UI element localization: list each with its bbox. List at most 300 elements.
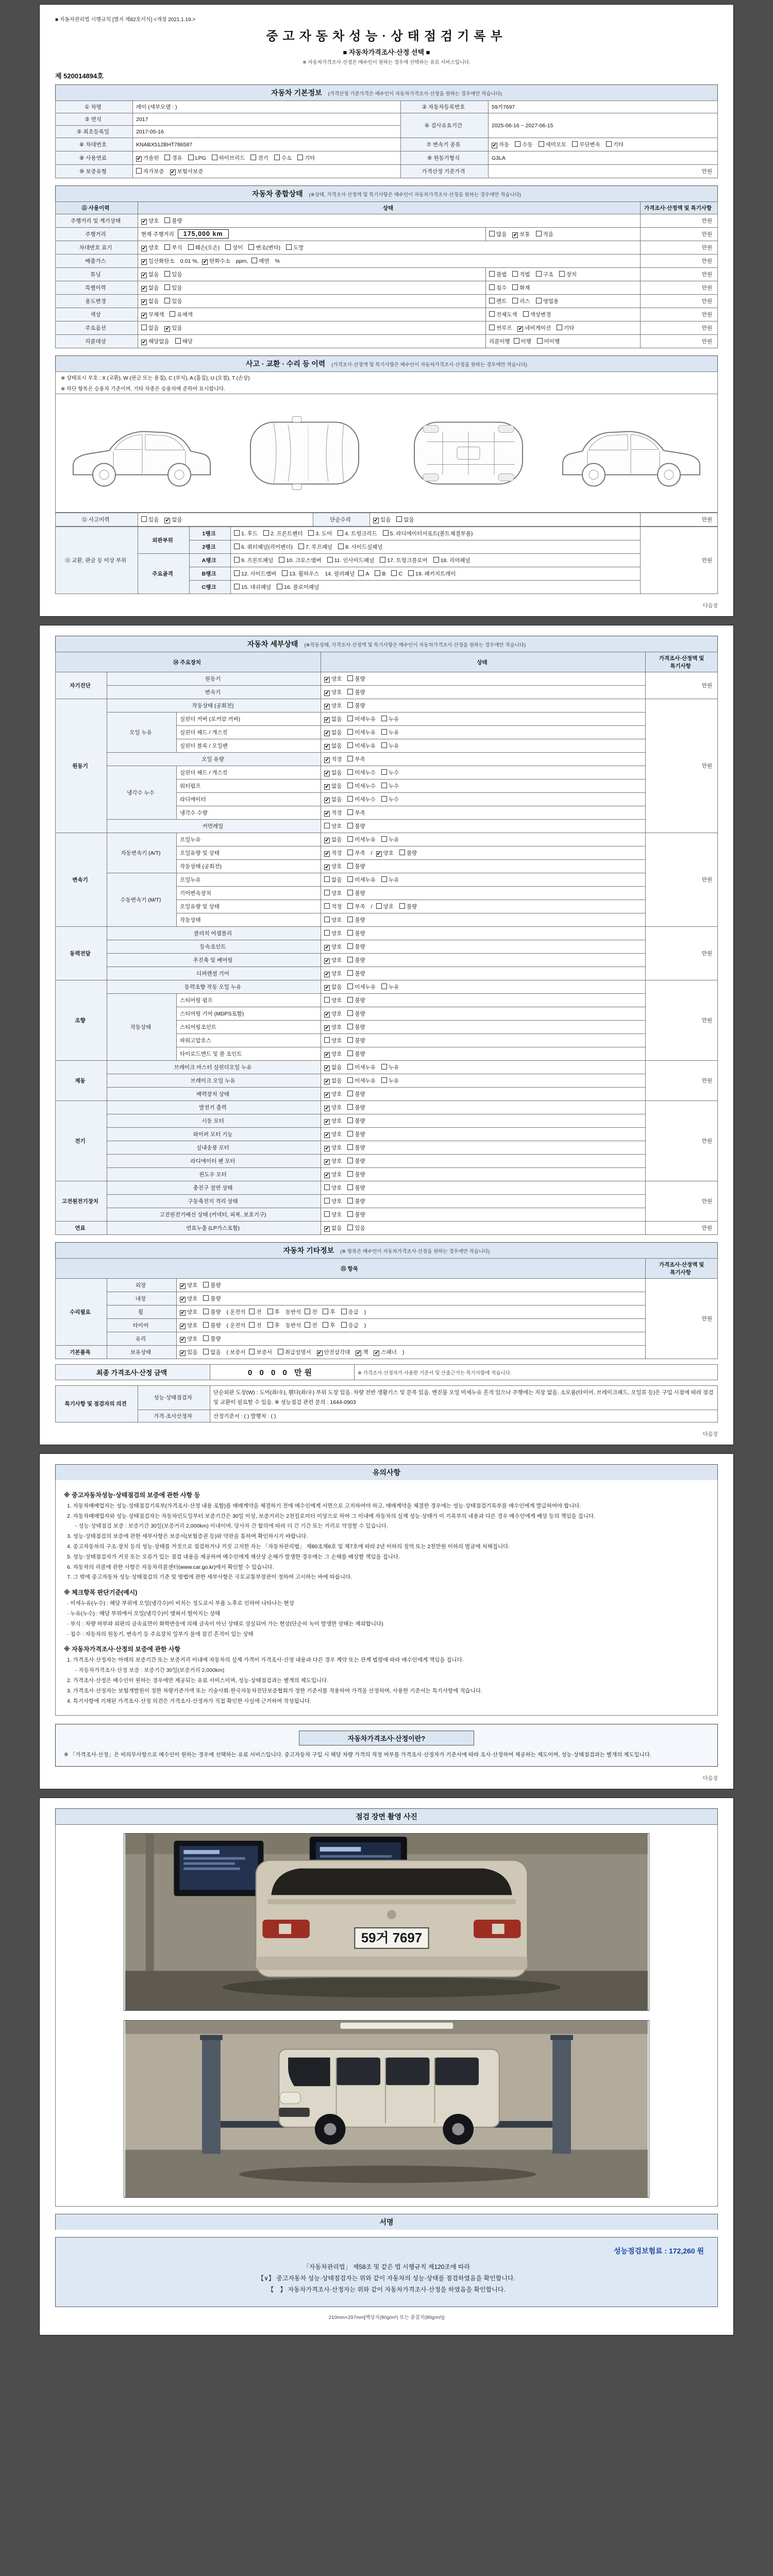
cell-text: KNABX512BHT786587	[136, 141, 193, 148]
checkbox-icon[interactable]	[381, 984, 387, 989]
option-label: ( 보증서	[226, 1349, 246, 1355]
checkbox-icon[interactable]	[347, 863, 353, 869]
table-row	[56, 686, 718, 699]
checkbox-icon[interactable]	[323, 1322, 328, 1328]
checkbox-checked-icon[interactable]: ✔	[142, 286, 146, 292]
cell-text: 용도변경	[85, 298, 106, 304]
checkbox-icon[interactable]	[536, 298, 542, 303]
check-option	[536, 270, 553, 278]
checkbox-icon[interactable]	[203, 1322, 209, 1328]
checkbox-icon[interactable]	[347, 1158, 353, 1163]
checkbox-icon[interactable]	[381, 742, 387, 748]
checkbox-icon[interactable]	[539, 141, 544, 147]
accident-title: 사고 · 교환 · 수리 등 이력	[245, 360, 326, 368]
checkbox-icon[interactable]	[537, 338, 543, 344]
option-label: 양호	[331, 703, 342, 709]
checkbox-icon[interactable]	[523, 311, 529, 317]
checkbox-icon[interactable]	[308, 530, 314, 536]
checkbox-icon[interactable]	[489, 298, 495, 303]
check-option	[267, 1308, 280, 1316]
checkbox-checked-icon[interactable]: ✔	[492, 143, 497, 148]
checkbox-icon[interactable]	[347, 1211, 353, 1217]
checkbox-checked-icon[interactable]: ✔	[142, 299, 146, 305]
checkbox-icon[interactable]	[347, 1171, 353, 1177]
checkbox-icon[interactable]	[282, 570, 288, 576]
checkbox-icon[interactable]	[489, 231, 495, 236]
checkbox-checked-icon[interactable]: ✔	[325, 677, 329, 683]
table-row	[56, 1332, 718, 1346]
checkbox-icon[interactable]	[338, 530, 343, 536]
column-header	[56, 652, 321, 672]
checkbox-icon[interactable]	[324, 917, 330, 922]
table-row	[56, 1222, 718, 1235]
checkbox-checked-icon[interactable]: ✔	[325, 744, 329, 750]
checkbox-checked-icon[interactable]: ✔	[325, 985, 329, 991]
checkbox-icon[interactable]	[338, 544, 344, 549]
option-label: 있음	[148, 517, 159, 523]
check-option	[324, 769, 342, 776]
option-label: 하이브리드	[219, 155, 245, 161]
option-label: 전체도색	[496, 312, 517, 318]
checkbox-checked-icon[interactable]: ✔	[325, 717, 329, 723]
table-cell	[107, 766, 177, 820]
checkbox-icon[interactable]	[396, 516, 402, 522]
checkbox-icon[interactable]	[249, 1309, 255, 1314]
text-segment	[178, 230, 229, 238]
check-option	[141, 257, 175, 265]
checkbox-checked-icon[interactable]: ✔	[165, 326, 170, 332]
checkbox-icon[interactable]	[347, 742, 353, 748]
checkbox-checked-icon[interactable]: ✔	[325, 704, 329, 709]
option-label: 부족	[355, 904, 365, 910]
checkbox-icon[interactable]	[347, 756, 353, 761]
checkbox-icon[interactable]	[559, 271, 565, 277]
check-option	[381, 836, 399, 843]
checkbox-icon[interactable]	[341, 1309, 347, 1314]
checkbox-icon[interactable]	[188, 244, 194, 250]
checkbox-icon[interactable]	[489, 271, 495, 277]
table-cell	[56, 980, 107, 1061]
checkbox-icon[interactable]	[347, 984, 353, 989]
cell-text: 실린더 블록 / 오일팬	[180, 743, 228, 749]
checkbox-icon[interactable]	[347, 769, 353, 775]
checkbox-icon[interactable]	[347, 809, 353, 815]
checkbox-checked-icon[interactable]: ✔	[325, 1132, 329, 1138]
checkbox-icon[interactable]	[515, 141, 520, 147]
checkbox-checked-icon[interactable]: ✔	[513, 232, 517, 238]
table-row	[56, 980, 718, 994]
text-segment	[285, 1308, 301, 1316]
checkbox-icon[interactable]	[347, 930, 353, 936]
option-label: 불량	[355, 1024, 365, 1030]
table-cell	[321, 967, 646, 980]
checkbox-checked-icon[interactable]: ✔	[325, 1119, 329, 1125]
checkbox-icon[interactable]	[408, 570, 414, 576]
basic-info-title-bar	[55, 84, 718, 100]
checkbox-icon[interactable]	[381, 876, 387, 882]
checkbox-icon[interactable]	[324, 1211, 330, 1217]
checkbox-icon[interactable]	[536, 231, 542, 236]
checkbox-icon[interactable]	[514, 338, 519, 344]
checkbox-icon[interactable]	[347, 1184, 353, 1190]
cell-text: 만원	[701, 258, 712, 264]
text-segment	[275, 258, 280, 264]
cell-text: 만원	[701, 1078, 712, 1084]
table-row	[56, 713, 718, 726]
checkbox-icon[interactable]	[572, 141, 578, 147]
option-label: 무단변속	[579, 142, 600, 148]
check-option	[559, 270, 577, 278]
checkbox-icon[interactable]	[347, 1225, 353, 1230]
checkbox-icon[interactable]	[347, 796, 353, 802]
checkbox-checked-icon[interactable]: ✔	[203, 259, 208, 265]
checkbox-icon[interactable]	[381, 783, 387, 788]
checkbox-icon[interactable]	[512, 298, 518, 303]
checkbox-icon[interactable]	[347, 1010, 353, 1016]
checkbox-icon[interactable]	[249, 1349, 255, 1354]
checkbox-icon[interactable]	[234, 570, 240, 576]
checkbox-icon[interactable]	[323, 1309, 328, 1314]
checkbox-icon[interactable]	[381, 1064, 387, 1070]
check-option	[323, 1321, 335, 1329]
checkbox-icon[interactable]	[324, 876, 330, 882]
checkbox-icon[interactable]	[212, 155, 217, 160]
checkbox-icon[interactable]	[250, 155, 256, 160]
checkbox-icon[interactable]	[305, 1309, 310, 1314]
checkbox-icon[interactable]	[381, 796, 387, 802]
checkbox-icon[interactable]	[380, 557, 385, 563]
cell-text: 보유상태	[130, 1349, 152, 1355]
checkbox-icon[interactable]	[383, 530, 389, 536]
checkbox-icon[interactable]	[234, 530, 240, 536]
checkbox-icon[interactable]	[324, 997, 330, 1003]
checkbox-icon[interactable]	[347, 1037, 353, 1043]
cell-text: 클러치 어셈블리	[194, 930, 232, 937]
check-option	[489, 270, 507, 278]
checkbox-icon[interactable]	[324, 930, 330, 936]
checkbox-icon[interactable]	[203, 1349, 209, 1354]
checkbox-checked-icon[interactable]: ✔	[180, 1337, 185, 1343]
checkbox-icon[interactable]	[347, 876, 353, 882]
checkbox-checked-icon[interactable]: ✔	[325, 972, 329, 977]
option-label: 없음	[148, 272, 159, 278]
check-option	[489, 284, 507, 292]
checkbox-checked-icon[interactable]: ✔	[180, 1297, 185, 1302]
checkbox-checked-icon[interactable]: ✔	[170, 170, 175, 175]
checkbox-icon[interactable]	[234, 544, 240, 549]
table-cell	[321, 900, 646, 913]
checkbox-icon[interactable]	[203, 1335, 209, 1341]
checkbox-icon[interactable]	[347, 917, 353, 922]
checkbox-checked-icon[interactable]: ✔	[180, 1324, 185, 1329]
checkbox-icon[interactable]	[164, 155, 170, 160]
table-cell	[177, 739, 321, 753]
table-row	[56, 151, 718, 165]
option-label: 상이	[232, 245, 243, 251]
checkbox-icon[interactable]	[164, 284, 170, 290]
checkbox-checked-icon[interactable]: ✔	[325, 851, 329, 857]
checkbox-icon[interactable]	[267, 1309, 273, 1314]
checkbox-icon[interactable]	[251, 258, 257, 263]
confirmation-line: 【 】 자동차가격조사·산정자는 위와 같이 자동차가격조사·산정을 하였음을 확인합니다.	[267, 2286, 506, 2294]
checkbox-icon[interactable]	[170, 311, 175, 317]
table-cell	[56, 1222, 107, 1235]
checkbox-icon[interactable]	[399, 903, 405, 909]
checkbox-icon[interactable]	[324, 890, 330, 895]
check-option	[136, 154, 159, 162]
checkbox-checked-icon[interactable]: ✔	[180, 1283, 185, 1289]
option-label: 양호	[331, 1011, 342, 1017]
checkbox-icon[interactable]	[347, 675, 353, 681]
checkbox-checked-icon[interactable]: ✔	[518, 326, 523, 332]
checkbox-checked-icon[interactable]: ✔	[325, 1173, 329, 1178]
checkbox-icon[interactable]	[347, 1198, 353, 1204]
checkbox-icon[interactable]	[376, 903, 382, 909]
checkbox-icon[interactable]	[347, 1104, 353, 1110]
checkbox-checked-icon[interactable]: ✔	[325, 1226, 329, 1232]
checkbox-icon[interactable]	[381, 716, 387, 721]
cell-text: 타이로드엔드 및 볼 조인트	[180, 1051, 242, 1057]
checkbox-icon[interactable]	[347, 823, 353, 828]
checkbox-icon[interactable]	[381, 1077, 387, 1083]
option-label: 불량	[355, 1011, 365, 1017]
checkbox-checked-icon[interactable]: ✔	[325, 731, 329, 736]
checkbox-checked-icon[interactable]: ✔	[325, 1106, 329, 1111]
checkbox-checked-icon[interactable]: ✔	[325, 1012, 329, 1018]
checkbox-icon[interactable]	[391, 570, 397, 576]
cell-text: 2025-06-16 ~ 2027-06-15	[492, 122, 553, 129]
checkbox-icon[interactable]	[274, 155, 280, 160]
checkbox-icon[interactable]	[606, 141, 612, 147]
check-option	[305, 1321, 317, 1329]
checkbox-icon[interactable]	[263, 530, 269, 536]
option-label: 양호	[383, 904, 394, 910]
checkbox-icon[interactable]	[141, 516, 147, 522]
checkbox-icon[interactable]	[324, 823, 330, 828]
checkbox-checked-icon[interactable]: ✔	[325, 771, 329, 776]
checkbox-checked-icon[interactable]: ✔	[142, 340, 146, 345]
cell-text: 고전원전기장치	[61, 1198, 98, 1205]
checkbox-icon[interactable]	[347, 689, 353, 694]
cell-text: 디퍼렌셜 기어	[196, 971, 229, 977]
checkbox-icon[interactable]	[347, 850, 353, 855]
checkbox-checked-icon[interactable]: ✔	[325, 838, 329, 843]
checkbox-checked-icon[interactable]: ✔	[376, 851, 381, 857]
checkbox-checked-icon[interactable]: ✔	[325, 784, 329, 790]
checkbox-checked-icon[interactable]: ✔	[180, 1350, 185, 1356]
checkbox-icon[interactable]	[279, 557, 284, 563]
checkbox-icon[interactable]	[225, 244, 231, 250]
checkbox-icon[interactable]	[249, 1322, 255, 1328]
checkbox-icon[interactable]	[399, 850, 405, 855]
checkbox-icon[interactable]	[267, 1322, 273, 1328]
checkbox-icon[interactable]	[347, 1064, 353, 1070]
checkbox-icon[interactable]	[164, 244, 170, 250]
table-row	[56, 699, 718, 713]
notice-heading: ※ 자동차가격조사·산정의 보증에 관한 사항	[64, 1646, 181, 1653]
cell-text: 변속기	[205, 689, 221, 696]
check-option	[347, 970, 365, 977]
checkbox-icon[interactable]	[347, 890, 353, 895]
checkbox-icon[interactable]	[347, 1050, 353, 1056]
cell-text: 윈도우 모터	[199, 1172, 227, 1178]
checkbox-checked-icon[interactable]: ✔	[142, 219, 146, 225]
checkbox-icon[interactable]	[512, 271, 518, 277]
checkbox-icon[interactable]	[341, 1322, 347, 1328]
option-label: 미세누유	[355, 1078, 376, 1084]
checkbox-icon[interactable]	[164, 298, 170, 303]
checkbox-icon[interactable]	[164, 217, 170, 223]
checkbox-icon[interactable]	[347, 997, 353, 1003]
checkbox-icon[interactable]	[347, 1077, 353, 1083]
checkbox-icon[interactable]	[347, 1091, 353, 1096]
checkbox-icon[interactable]	[203, 1282, 209, 1287]
checkbox-icon[interactable]	[175, 338, 181, 344]
checkbox-checked-icon[interactable]: ✔	[142, 273, 146, 278]
section-detail-condition	[55, 636, 718, 1235]
checkbox-icon[interactable]	[286, 244, 292, 250]
option-label: 불량	[355, 1118, 365, 1124]
checkbox-checked-icon[interactable]: ✔	[142, 313, 146, 318]
checkbox-icon[interactable]	[324, 903, 330, 909]
option-label: 적정	[331, 810, 342, 816]
checkbox-icon[interactable]	[358, 570, 364, 576]
etc-title-bar	[55, 1242, 718, 1258]
checkbox-checked-icon[interactable]: ✔	[325, 690, 329, 696]
checkbox-icon[interactable]	[347, 1024, 353, 1029]
checkbox-icon[interactable]	[324, 1184, 330, 1190]
checkbox-checked-icon[interactable]: ✔	[180, 1310, 185, 1316]
checkbox-checked-icon[interactable]: ✔	[325, 1159, 329, 1165]
check-option	[347, 903, 365, 910]
checkbox-icon[interactable]	[375, 570, 380, 576]
checkbox-icon[interactable]	[347, 1131, 353, 1137]
cell-text: 파워고압호스	[180, 1038, 211, 1044]
checkbox-checked-icon[interactable]: ✔	[142, 259, 146, 265]
checkbox-icon[interactable]	[305, 1322, 310, 1328]
checkbox-checked-icon[interactable]: ✔	[325, 798, 329, 803]
checkbox-icon[interactable]	[347, 702, 353, 708]
checkbox-icon[interactable]	[347, 716, 353, 721]
check-option	[536, 297, 559, 305]
checkbox-checked-icon[interactable]: ✔	[142, 246, 146, 251]
checkbox-checked-icon[interactable]: ✔	[137, 156, 141, 162]
cell-text: 수리필요	[70, 1309, 91, 1315]
checkbox-icon[interactable]	[234, 584, 240, 589]
option-label: 없음	[148, 325, 159, 331]
column-header	[641, 202, 718, 214]
checkbox-checked-icon[interactable]: ✔	[325, 1052, 329, 1058]
cell-text: 작동상태 (공회전)	[192, 703, 234, 709]
checkbox-checked-icon[interactable]: ✔	[325, 757, 329, 763]
checkbox-checked-icon[interactable]: ✔	[325, 1092, 329, 1098]
checkbox-icon[interactable]	[381, 769, 387, 775]
checkbox-icon[interactable]	[381, 729, 387, 735]
checkbox-checked-icon[interactable]: ✔	[325, 1079, 329, 1084]
checkbox-icon[interactable]	[433, 557, 439, 563]
checkbox-icon[interactable]	[203, 1295, 209, 1301]
checkbox-icon[interactable]	[347, 836, 353, 842]
checkbox-icon[interactable]	[141, 325, 147, 330]
table-cell	[321, 1222, 646, 1235]
checkbox-icon[interactable]	[381, 836, 387, 842]
table-cell	[107, 1208, 321, 1222]
checkbox-checked-icon[interactable]: ✔	[325, 811, 329, 817]
checkbox-checked-icon[interactable]: ✔	[356, 1350, 361, 1356]
checkbox-icon[interactable]	[203, 1309, 209, 1314]
checkbox-icon[interactable]	[489, 284, 495, 290]
checkbox-icon[interactable]	[347, 903, 353, 909]
table-cell	[177, 994, 321, 1007]
checkbox-icon[interactable]	[327, 557, 333, 563]
checkbox-icon[interactable]	[278, 1349, 283, 1354]
checkbox-icon[interactable]	[297, 155, 303, 160]
table-cell	[138, 255, 641, 268]
option-label: 리콜이행	[489, 338, 510, 345]
checkbox-icon[interactable]	[347, 783, 353, 788]
checkbox-checked-icon[interactable]: ✔	[374, 1350, 379, 1356]
checkbox-icon[interactable]	[136, 168, 142, 174]
cell-text: 만원	[701, 517, 712, 523]
checkbox-checked-icon[interactable]: ✔	[325, 945, 329, 951]
option-label: 양호	[187, 1296, 198, 1302]
checkbox-checked-icon[interactable]: ✔	[165, 518, 170, 523]
checkbox-icon[interactable]	[248, 244, 254, 250]
next-page-label: 다음장	[703, 603, 718, 609]
photos-title: 점검 장면 촬영 사진	[356, 1812, 417, 1821]
table-cell	[177, 913, 321, 927]
signature-title: 서명	[379, 2218, 394, 2227]
checkbox-icon[interactable]	[536, 271, 542, 277]
check-option	[373, 516, 391, 523]
checkbox-icon[interactable]	[347, 970, 353, 976]
checkbox-icon[interactable]	[324, 1198, 330, 1204]
checkbox-icon[interactable]	[277, 584, 282, 589]
checkbox-checked-icon[interactable]: ✔	[317, 1350, 322, 1356]
checkbox-icon[interactable]	[164, 271, 170, 277]
checkbox-icon[interactable]	[188, 155, 194, 160]
cell-text: 주행거리	[85, 231, 106, 238]
checkbox-checked-icon[interactable]: ✔	[374, 518, 378, 523]
section-signature	[55, 2214, 718, 2320]
cell-text: 만원	[701, 272, 712, 278]
checkbox-checked-icon[interactable]: ✔	[325, 1065, 329, 1071]
cell-text: 가격조사·산정액 및 특기사항	[659, 1262, 704, 1276]
detail-note: (※작동상태, 가격조사·산정액 및 특기사항은 매수인이 자동차가격조사·산정을 원하는 경우에만 적습니다)	[304, 642, 526, 648]
checkbox-checked-icon[interactable]: ✔	[325, 865, 329, 870]
checkbox-icon[interactable]	[324, 1037, 330, 1043]
checkbox-icon[interactable]	[489, 325, 495, 330]
checkbox-icon[interactable]	[347, 729, 353, 735]
checkbox-icon[interactable]	[347, 957, 353, 962]
checkbox-checked-icon[interactable]: ✔	[325, 1025, 329, 1031]
checkbox-icon[interactable]	[347, 1144, 353, 1150]
checkbox-icon[interactable]	[489, 311, 495, 317]
checkbox-icon[interactable]	[512, 284, 518, 290]
check-option	[347, 956, 365, 964]
cell-text: ① 차명	[85, 104, 102, 110]
checkbox-checked-icon[interactable]: ✔	[325, 958, 329, 964]
checkbox-icon[interactable]	[557, 325, 562, 330]
checkbox-icon[interactable]	[347, 943, 353, 949]
checkbox-icon[interactable]	[347, 1117, 353, 1123]
check-option	[381, 782, 399, 790]
checkbox-checked-icon[interactable]: ✔	[325, 1146, 329, 1151]
checkbox-icon[interactable]	[298, 544, 304, 549]
table-cell	[321, 846, 646, 860]
checkbox-icon[interactable]	[234, 557, 240, 563]
table-cell	[56, 241, 138, 255]
